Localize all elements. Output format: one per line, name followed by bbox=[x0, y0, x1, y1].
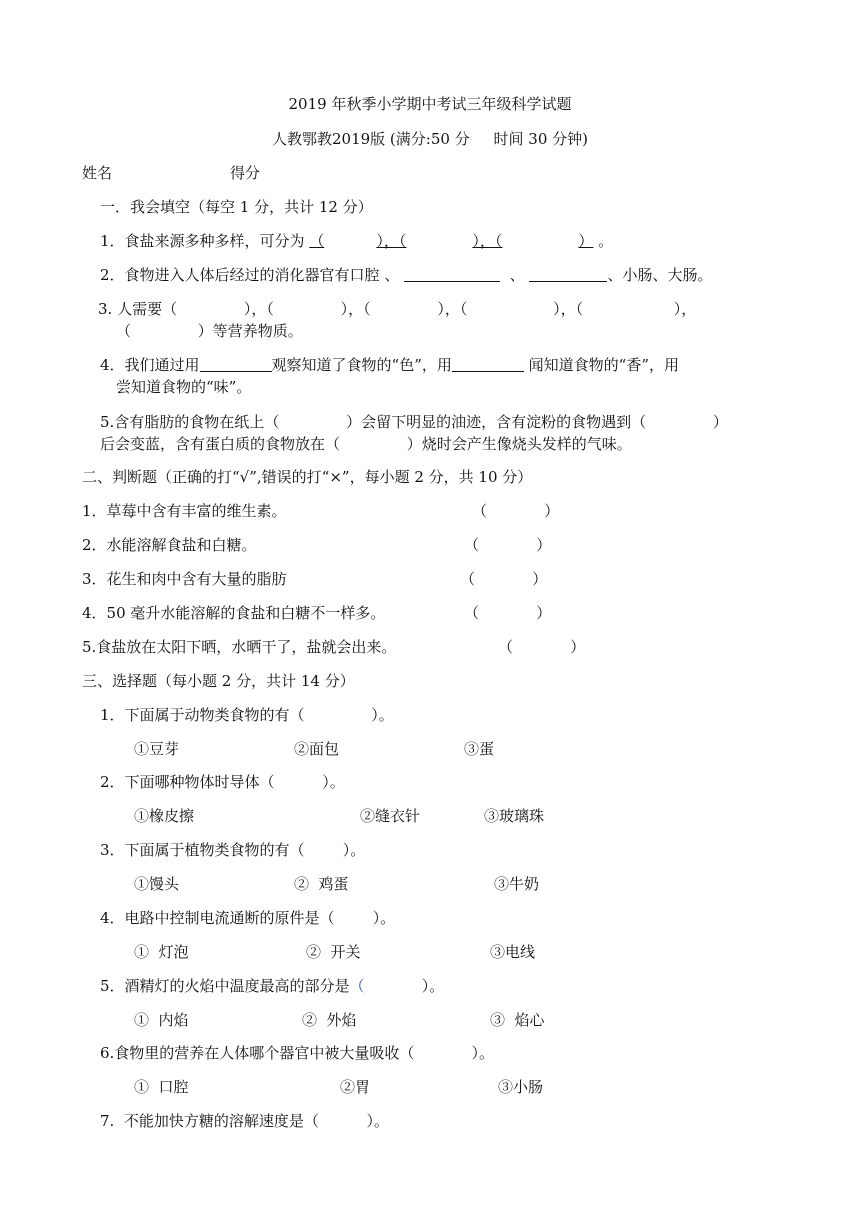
s3-q5-opt1[interactable]: ① 内焰 bbox=[134, 1011, 189, 1029]
s2-item-3-text: 3．花生和肉中含有大量的脂肪 bbox=[82, 570, 287, 588]
s1-q2: 2．食物进入人体后经过的消化器官有口腔 、 、 、小肠、大肠。 bbox=[100, 266, 713, 284]
s3-q7-stem: 7. 不能加快方糖的溶解速度是（ ）。 bbox=[100, 1112, 390, 1130]
s2-item-2-paren[interactable]: （ ） bbox=[464, 536, 552, 554]
s2-item-5-paren[interactable]: （ ） bbox=[498, 638, 586, 656]
s2-item-2-text: 2．水能溶解食盐和白糖。 bbox=[82, 536, 257, 554]
s1-q5-line1: 5.含有脂肪的食物在纸上（ ）会留下明显的油迹，含有淀粉的食物遇到（ ） bbox=[100, 413, 728, 431]
s1-q1-text: 1．食盐来源多种多样，可分为 bbox=[100, 232, 305, 250]
s1-q1-blanks: （ ），（ ），（ ） bbox=[309, 232, 594, 250]
s2-item-1-text: 1．草莓中含有丰富的维生素。 bbox=[82, 502, 287, 520]
name-label: 姓名 bbox=[82, 164, 113, 182]
s3-q4-opt2[interactable]: ② 开关 bbox=[306, 943, 361, 961]
s3-q5-opt2[interactable]: ② 外焰 bbox=[302, 1011, 357, 1029]
s2-item-4-paren[interactable]: （ ） bbox=[464, 604, 552, 622]
s3-q1-opt1[interactable]: ①豆芽 bbox=[134, 740, 180, 758]
s1-q2-blank1[interactable] bbox=[404, 265, 500, 282]
s3-q1-stem: 1．下面属于动物类食物的有（ ）。 bbox=[100, 706, 394, 724]
s3-q1-opt3[interactable]: ③蛋 bbox=[464, 740, 495, 758]
s3-q3-opt3[interactable]: ③牛奶 bbox=[494, 875, 540, 893]
s3-q4-opt3[interactable]: ③电线 bbox=[490, 943, 536, 961]
s3-q2-stem: 2．下面哪种物体时导体（ ）。 bbox=[100, 773, 345, 791]
s1-q4: 4．我们通过用 观察知道了食物的“色”，用 闻知道食物的“香”，用 bbox=[100, 356, 680, 374]
s2-item-1-paren[interactable]: （ ） bbox=[472, 502, 560, 520]
section2-title: 二、判断题（正确的打“√”,错误的打“×”，每小题 2 分，共 10 分） bbox=[82, 468, 533, 486]
s3-q6-opt1[interactable]: ① 口腔 bbox=[134, 1078, 189, 1096]
s3-q4-opt1[interactable]: ① 灯泡 bbox=[134, 943, 189, 961]
s1-q4-blank2[interactable] bbox=[452, 355, 524, 372]
score-label: 得分 bbox=[230, 164, 261, 182]
s2-item-3-paren[interactable]: （ ） bbox=[460, 570, 548, 588]
s2-item-5-text: 5.食盐放在太阳下晒，水晒干了，盐就会出来。 bbox=[82, 638, 397, 656]
s3-q5-stem: 5．酒精灯的火焰中温度最高的部分是（ ）。 bbox=[100, 977, 445, 995]
s1-q5-line2: 后会变蓝，含有蛋白质的食物放在（ ）烧时会产生像烧头发样的气味。 bbox=[100, 435, 632, 453]
s3-q6-opt3[interactable]: ③小肠 bbox=[498, 1078, 544, 1096]
s3-q4-stem: 4．电路中控制电流通断的原件是（ ）。 bbox=[100, 909, 396, 927]
s3-q2-opt1[interactable]: ①橡皮擦 bbox=[134, 807, 195, 825]
s1-q1: 1．食盐来源多种多样，可分为 （ ），（ ），（ ） 。 bbox=[100, 232, 614, 250]
section3-title: 三、选择题（每小题 2 分，共计 14 分） bbox=[82, 672, 355, 690]
section1-title: 一．我会填空（每空 1 分，共计 12 分） bbox=[100, 198, 373, 216]
s1-q2-text: 2．食物进入人体后经过的消化器官有口腔 、 bbox=[100, 266, 400, 284]
s3-q3-stem: 3．下面属于植物类食物的有（ ）。 bbox=[100, 841, 366, 859]
s3-q3-opt1[interactable]: ①馒头 bbox=[134, 875, 180, 893]
exam-subtitle: 人教鄂教2019版 (满分:50 分 时间 30 分钟) bbox=[271, 130, 589, 148]
s3-q6-stem: 6.食物里的营养在人体哪个器官中被大量吸收（ ）。 bbox=[100, 1044, 495, 1062]
s3-q3-opt2[interactable]: ② 鸡蛋 bbox=[294, 875, 349, 893]
s1-q2-blank2[interactable] bbox=[529, 265, 607, 282]
s3-q5-paren-open: （ bbox=[349, 977, 365, 995]
s2-item-4-text: 4．50 毫升水能溶解的食盐和白糖不一样多。 bbox=[82, 604, 386, 622]
s1-q3-line1: 3. 人需要（ ），（ ），（ ），（ ），（ ）， bbox=[98, 300, 697, 318]
s1-q4-line2: 尝知道食物的“味”。 bbox=[116, 378, 252, 396]
s1-q4-blank1[interactable] bbox=[200, 355, 272, 372]
s3-q6-opt2[interactable]: ②胃 bbox=[340, 1078, 371, 1096]
s1-q3-line2: （ ）等营养物质。 bbox=[116, 322, 303, 340]
s3-q1-opt2[interactable]: ②面包 bbox=[294, 740, 340, 758]
s3-q2-opt3[interactable]: ③玻璃珠 bbox=[484, 807, 545, 825]
exam-title: 2019 年秋季小学期中考试三年级科学试题 bbox=[288, 95, 572, 113]
s3-q2-opt2[interactable]: ②缝衣针 bbox=[360, 807, 421, 825]
s3-q5-opt3[interactable]: ③ 焰心 bbox=[490, 1011, 545, 1029]
